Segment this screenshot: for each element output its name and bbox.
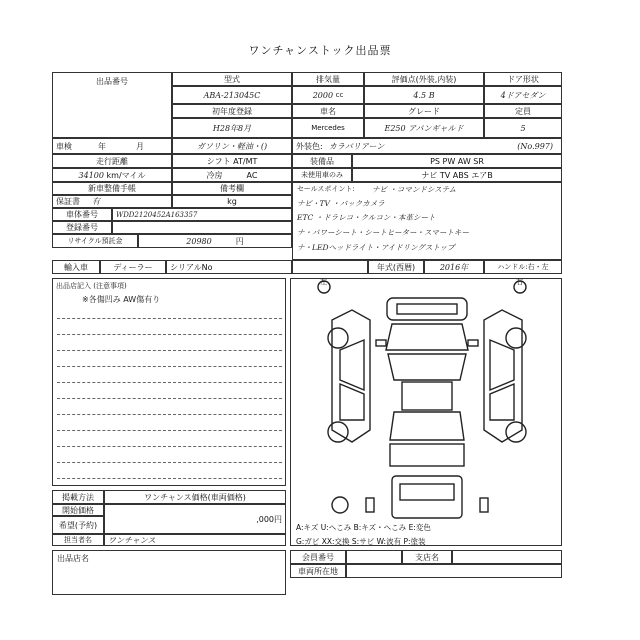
wheel-front-left [328,328,348,348]
first-reg-label: 初年度登録 [172,104,292,118]
lot-number-label: 出品番号 [52,72,172,138]
sales-point-line-4: ナ・パワーシート・シートヒーター・スマートキー [297,228,469,237]
chassis-value: WDD2120452A163357 [112,208,292,221]
door-value: 4ドアセダン [484,86,562,104]
recycle-value: 20980 [186,236,212,246]
equipment-items: PS PW AW SR [352,154,562,168]
location-label: 車両所在地 [290,564,346,578]
rear-light-left [366,498,374,512]
keys-label: 備考欄 [172,182,292,195]
shop-name-label: 出品店名 [57,554,89,563]
rear-light-right [480,498,488,512]
manager-value: ワンチャンス [104,534,286,546]
maker-label: 車名 [292,104,364,118]
sales-point-line-2: ナビ・TV ・バックカメラ [297,199,385,208]
method-value: ワンチャンス価格(車両価格) [104,490,286,504]
grade-label: グレード [364,104,484,118]
branch-label: 支店名 [402,550,452,564]
year-label: 年式(西暦) [368,260,424,274]
wheel-rear-left [328,422,348,442]
roof-shape [402,382,452,410]
displacement-field [292,86,364,104]
import-items: ナビ TV ABS エアB [352,168,562,182]
rear-glass-shape [400,484,454,500]
page-title: ワンチャンストック出品票 [248,44,392,57]
note-line [57,478,282,479]
inspection-year: 年 [98,141,106,151]
keys-value: kg [172,195,292,208]
front-grille-shape [397,304,457,314]
color-number: (No.997) [517,141,553,151]
right-door-front-shape [490,340,514,390]
spare-wheel-circle [332,497,348,513]
rear-window-shape [390,412,464,440]
car-damage-diagram [292,280,562,546]
hood-shape [386,324,468,350]
mirror-left [376,340,386,346]
desired-price-label: 希望(予約) [52,516,104,534]
sales-point-line-3: ETC ・ドラレコ・クルコン・本革シート [297,213,436,222]
windshield-shape [388,354,466,380]
mileage-value: 34100 [78,170,104,180]
sales-point-label: セールスポイント: [297,185,355,193]
capacity-value: 5 [484,118,562,138]
fuel-value: ガソリン・軽油・() [172,138,292,154]
note-line [57,430,282,431]
transmission-label: シフト AT/MT [172,154,292,168]
manual-label: 新車整備手帳 [52,182,172,195]
left-marker: 左 [320,278,327,286]
left-door-rear-shape [340,384,364,420]
grade-score-label: 評価点(外装,内装) [364,72,484,86]
grade-value: E250 アバンギャルド [364,118,484,138]
inspection-field [52,138,172,154]
shop-name-field [52,550,286,595]
registration-value [112,221,292,234]
serial-label: シリアルNo [166,260,292,274]
sales-point-line-1: ナビ ・コマンドシステム [372,185,457,194]
model-value: ABA-213045C [172,86,292,104]
note-line [57,398,282,399]
door-label: ドア形状 [484,72,562,86]
displacement-label: 排気量 [292,72,364,86]
model-label: 型式 [172,72,292,86]
import-type-label: 輸入車 [52,260,100,274]
warranty-value: 有 [92,197,100,206]
year-spacer [292,260,368,274]
exterior-color-field [292,138,562,154]
first-reg-value: H28年8月 [172,118,292,138]
note-line [57,366,282,367]
note-line [57,334,282,335]
mileage-unit: km/マイル [106,170,146,180]
capacity-label: 定員 [484,104,562,118]
grade-score-value: 4.5 B [364,86,484,104]
ac-field [172,168,292,182]
exterior-color-value: カラバリアーン [328,141,385,151]
rear-view-shape [392,476,462,518]
note-line [57,318,282,319]
chassis-label: 車体番号 [52,208,112,221]
warranty-field [52,195,172,208]
branch-value [452,550,562,564]
front-bumper-shape [387,298,467,320]
sales-point-line-5: ナ・LEDヘッドライト・アイドリングストップ [297,243,455,252]
ac-value: AC [246,170,258,180]
left-door-front-shape [340,340,364,390]
notes-line-1: ※各傷凹み AW傷有り [82,295,161,304]
inspection-label: 車検 [56,141,72,151]
member-no-value [346,550,402,564]
recycle-unit: 円 [235,236,244,246]
wheel-rear-right [506,422,526,442]
right-marker: 右 [516,278,523,286]
location-value [346,564,562,578]
maker-value: Mercedes [292,118,364,138]
exterior-color-label: 外装色: [296,141,323,151]
displacement-value: 2000 [312,90,334,100]
dealer-label: ディーラー [100,260,166,274]
mileage-label: 走行距離 [52,154,172,168]
method-label: 掲載方法 [52,490,104,504]
note-line [57,382,282,383]
mirror-right [468,340,478,346]
ac-label: 冷房 [206,170,223,180]
displacement-unit: cc [335,91,344,99]
start-price-label: 開始価格 [52,504,104,516]
year-value: 2016年 [424,260,484,274]
equipment-label: 装備品 [292,154,352,168]
trunk-shape [390,444,464,466]
recycle-label: リサイクル預託金 [52,234,138,248]
note-line [57,350,282,351]
right-door-rear-shape [490,384,514,420]
member-no-label: 会員番号 [290,550,346,564]
recycle-field [138,234,292,248]
notes-title: 出品店記入 (注意事項) [56,282,127,290]
warranty-label: 保証書 [56,197,80,206]
manager-label: 担当者名 [52,534,104,546]
note-line [57,414,282,415]
inspection-month: 月 [136,141,144,151]
legend-line-1: A:キズ U:へこみ B:キズ・へこみ E:変色 [296,523,431,532]
handle-label: ハンドル:右・左 [484,260,562,274]
price-suffix: ,000円 [256,514,282,524]
registration-label: 登録番号 [52,221,112,234]
import-label: 未使用車のみ [292,168,352,182]
wheel-front-right [506,328,526,348]
note-line [57,462,282,463]
price-field [104,504,286,534]
mileage-field [52,168,172,182]
note-line [57,446,282,447]
legend-line-2: G:ガビ XX:交換 S:サビ W:波有 P:塗装 [296,537,426,546]
